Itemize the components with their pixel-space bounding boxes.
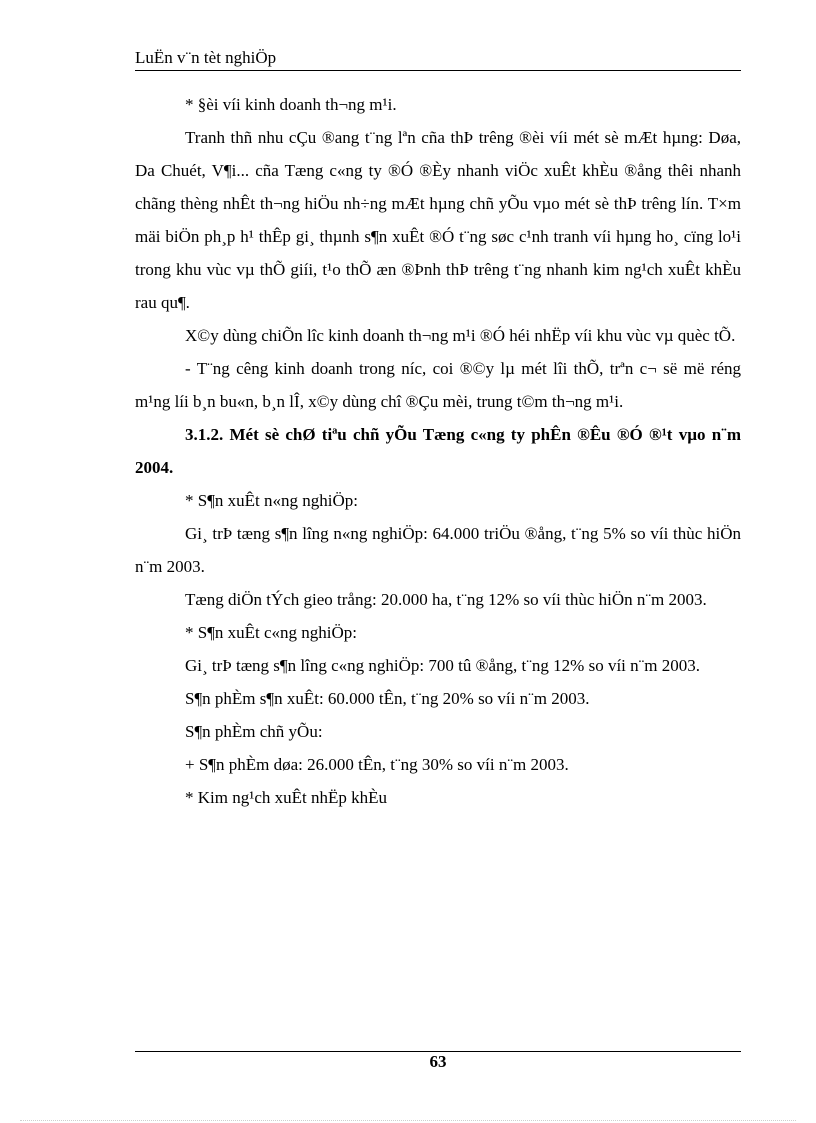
paragraph: Tranh thñ nhu cÇu ®ang t¨ng lªn cña thÞ trêng ®èi víi mét sè mÆt hµng: Døa, Da Chuét, V¶i... cña Tæng c«ng ty ®Ó ®Èy nhanh viÖc xuÊt khÈu ®ång thêi nhanh chãng thèng nhÊt th¬ng hiÖu nh÷ng mÆt hµng chñ yÕu vµo mét sè thÞ trêng lín. T×m mäi biÖn ph¸p h¹ thÊp gi¸ thµnh s¶n xuÊt ®Ó t¨ng søc c¹nh tranh víi hµng ho¸ cïng lo¹i trong khu vùc vµ thÕ giíi, t¹o thÕ æn ®Þnh thÞ trêng t¨ng nhanh kim ng¹ch xuÊt khÈu rau qu¶. xyxy=(135,128,741,312)
header-rule xyxy=(135,70,741,71)
section-heading: 3.1.2. Mét sè chØ tiªu chñ yÕu Tæng c«ng ty phÊn ®Êu ®Ó ®¹t vµo n¨m 2004. xyxy=(135,425,741,477)
paragraph: S¶n phÈm s¶n xuÊt: 60.000 tÊn, t¨ng 20% so víi n¨m 2003. xyxy=(185,689,590,708)
paragraph: * S¶n xuÊt c«ng nghiÖp: xyxy=(185,623,358,642)
paragraph: S¶n phÈm chñ yÕu: xyxy=(185,722,323,741)
paragraph: Tæng diÖn tÝch gieo trång: 20.000 ha, t¨ng 12% so víi thùc hiÖn n¨m 2003. xyxy=(185,590,707,609)
document-body xyxy=(135,88,741,814)
paragraph: + S¶n phÈm døa: 26.000 tÊn, t¨ng 30% so víi n¨m 2003. xyxy=(185,755,569,774)
running-header: LuËn v¨n tèt nghiÖp xyxy=(135,48,277,67)
paragraph: - T¨ng cêng kinh doanh trong níc, coi ®©y lµ mét lîi thÕ, trªn c¬ së më réng m¹ng líi b¸n bu«n, b¸n lÎ, x©y dùng chî ®Çu mèi, trung t©m th¬ng m¹i. xyxy=(135,359,741,411)
page-number: 63 xyxy=(429,1052,447,1071)
page-edge-divider xyxy=(20,1120,796,1121)
paragraph: * S¶n xuÊt n«ng nghiÖp: xyxy=(185,491,358,510)
paragraph: * §èi víi kinh doanh th¬ng m¹i. xyxy=(185,95,397,114)
paragraph: Gi¸ trÞ tæng s¶n lîng c«ng nghiÖp: 700 tû ®ång, t¨ng 12% so víi n¨m 2003. xyxy=(185,656,701,675)
paragraph: X©y dùng chiÕn lîc kinh doanh th¬ng m¹i ®Ó héi nhËp víi khu vùc vµ quèc tÕ. xyxy=(185,326,736,345)
paragraph: * Kim ng¹ch xuÊt nhËp khÈu xyxy=(185,788,387,807)
paragraph: Gi¸ trÞ tæng s¶n lîng n«ng nghiÖp: 64.000 triÖu ®ång, t¨ng 5% so víi thùc hiÖn n¨m 2003. xyxy=(135,524,741,576)
